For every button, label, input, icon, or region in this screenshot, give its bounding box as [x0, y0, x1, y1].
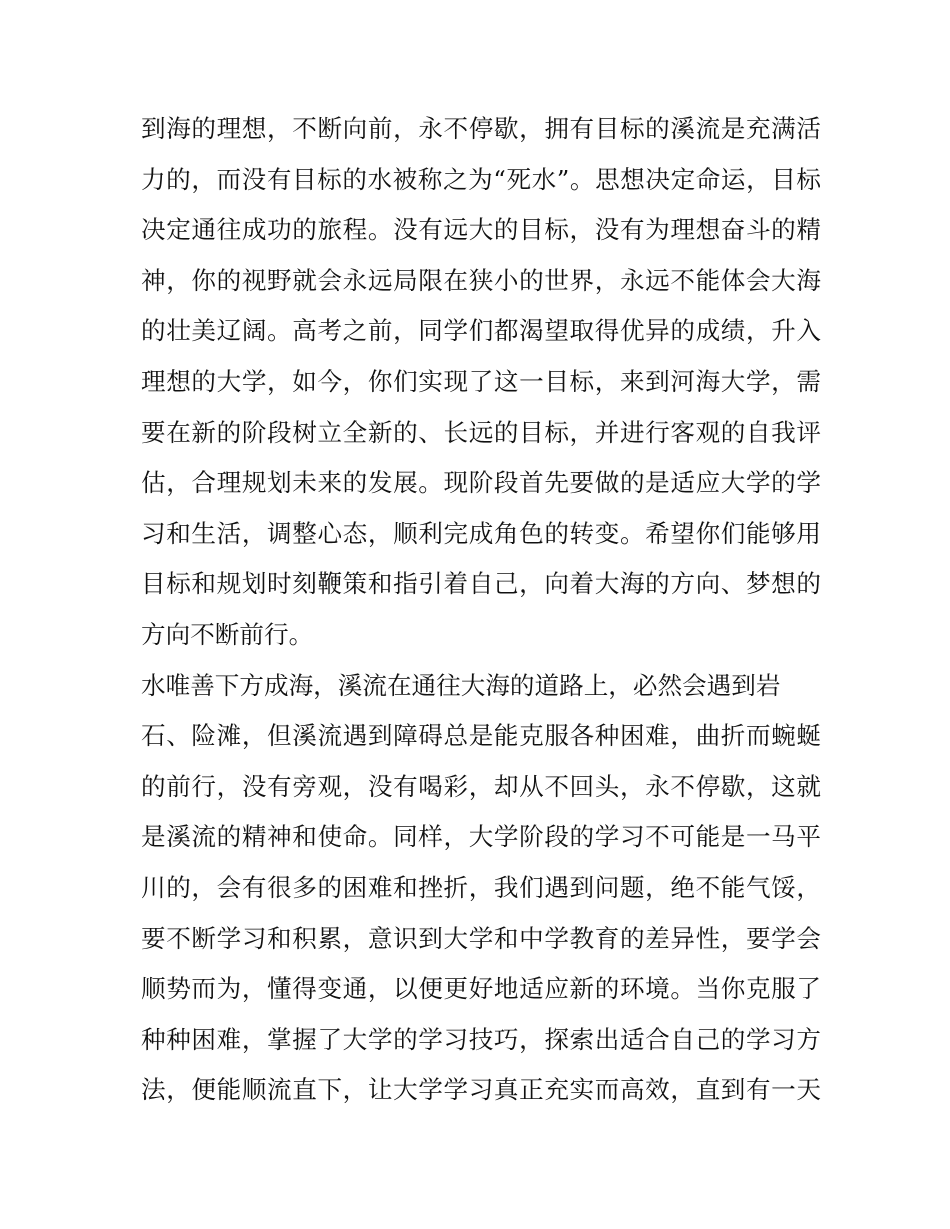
text-line: 顺势而为，懂得变通，以便更好地适应新的环境。当你克服了 — [141, 974, 821, 1004]
text-line: 估，合理规划未来的发展。现阶段首先要做的是适应大学的学 — [141, 468, 821, 498]
text-line: 神，你的视野就会永远局限在狭小的世界，永远不能体会大海 — [141, 265, 821, 295]
text-line: 石、险滩，但溪流遇到障碍总是能克服各种困难，曲折而蜿蜒 — [141, 721, 821, 751]
text-line: 川的，会有很多的困难和挫折，我们遇到问题，绝不能气馁， — [141, 872, 821, 902]
text-line: 方向不断前行。 — [141, 619, 314, 649]
body-text — [141, 104, 821, 1116]
text-line: 是溪流的精神和使命。同样，大学阶段的学习不可能是一马平 — [141, 822, 821, 852]
text-line: 水唯善下方成海，溪流在通往大海的道路上，必然会遇到岩 — [141, 670, 781, 700]
text-line: 到海的理想，不断向前，永不停歇，拥有目标的溪流是充满活 — [141, 114, 821, 143]
text-line: 的前行，没有旁观，没有喝彩，却从不回头，永不停歇，这就 — [141, 771, 821, 801]
text-line: 力的，而没有目标的水被称之为“死水”。思想决定命运，目标 — [141, 164, 821, 194]
text-line: 目标和规划时刻鞭策和指引着自己，向着大海的方向、梦想的 — [141, 569, 821, 599]
text-line: 习和生活，调整心态，顺利完成角色的转变。希望你们能够用 — [141, 518, 821, 548]
text-line: 理想的大学，如今，你们实现了这一目标，来到河海大学，需 — [141, 366, 821, 396]
text-line: 决定通往成功的旅程。没有远大的目标，没有为理想奋斗的精 — [141, 215, 821, 245]
text-line: 种种困难，掌握了大学的学习技巧，探索出适合自己的学习方 — [141, 1024, 821, 1054]
text-line: 法，便能顺流直下，让大学学习真正充实而高效，直到有一天 — [141, 1075, 821, 1105]
text-line: 的壮美辽阔。高考之前，同学们都渴望取得优异的成绩，升入 — [141, 316, 821, 346]
text-line: 要不断学习和积累，意识到大学和中学教育的差异性，要学会 — [141, 923, 821, 953]
text-line: 要在新的阶段树立全新的、长远的目标，并进行客观的自我评 — [141, 417, 821, 447]
